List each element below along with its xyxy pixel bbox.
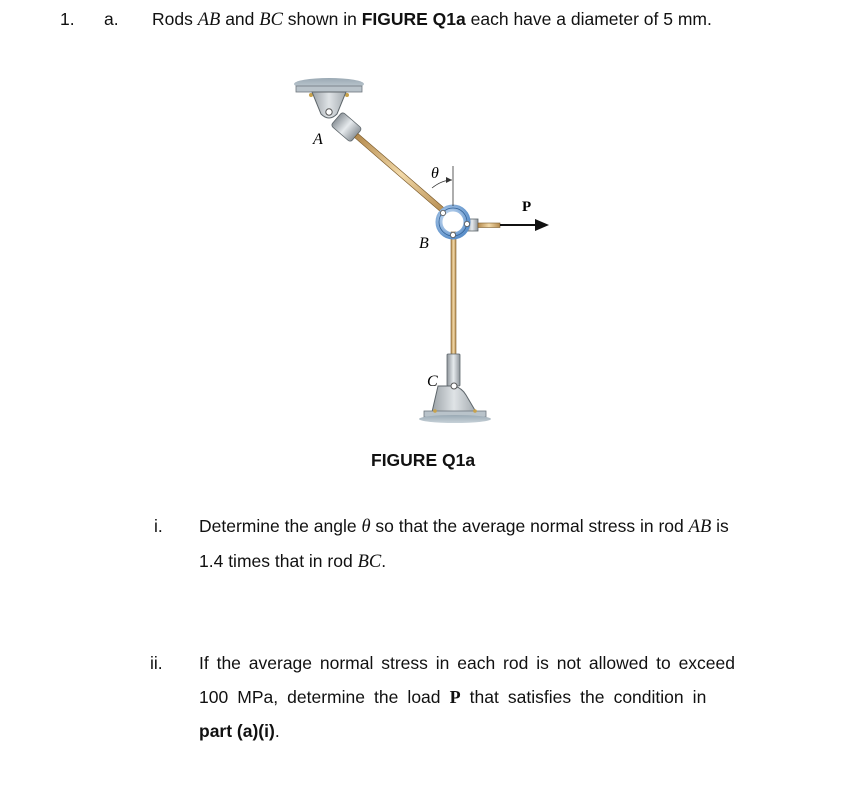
- rod-ab-ref: AB: [197, 10, 221, 30]
- subpart-i-line-2: [199, 544, 799, 579]
- load-arm: [466, 219, 500, 231]
- ground-surface: [419, 415, 491, 423]
- part-label: a.: [104, 9, 119, 29]
- pin-b2: [464, 221, 469, 226]
- subpart-i-text-3: is: [711, 516, 729, 536]
- rod-bc-ref: BC: [357, 552, 382, 572]
- intro-text-1: Rods: [152, 9, 198, 29]
- load-p-arrow: [500, 219, 549, 231]
- subpart-ii-text-3: that satisfies the condition in: [460, 687, 707, 707]
- pin-c: [451, 383, 457, 389]
- pin-a: [326, 109, 332, 115]
- label-b: B: [419, 235, 429, 252]
- rod-bc-ref: BC: [259, 10, 283, 30]
- load-p-ref: P: [449, 687, 461, 707]
- intro-text-3: shown in: [282, 9, 362, 29]
- intro-text-2: and: [220, 9, 260, 29]
- rod-bc-shaft: [451, 232, 456, 356]
- label-theta: θ: [431, 165, 439, 182]
- subpart-i-number: i.: [154, 516, 163, 536]
- label-c: C: [427, 373, 438, 390]
- subpart-ii-text-1: If the average normal stress in each rod is not allowed to exceed: [199, 653, 735, 673]
- bracket-c: [432, 386, 476, 412]
- subpart-ii-number: ii.: [150, 653, 163, 673]
- figure-caption: FIGURE Q1a: [371, 450, 476, 470]
- rod-bc: [447, 232, 460, 386]
- pin-b3: [450, 232, 455, 237]
- subpart-ii-text-2: 100 MPa, determine the load: [199, 687, 450, 707]
- subpart-i-text-1: Determine the angle: [199, 516, 362, 536]
- question-number: 1.: [60, 9, 75, 29]
- arm-shaft: [478, 223, 500, 228]
- subpart-i-text-2: so that the average normal stress in rod: [370, 516, 689, 536]
- subpart-ii-text: [199, 646, 797, 748]
- label-a: A: [313, 131, 323, 148]
- arrow-head-icon: [535, 219, 549, 231]
- subpart-ii-text-5: .: [274, 721, 280, 741]
- bolt-icon: [473, 409, 477, 413]
- theta-arrow-icon: [446, 177, 452, 183]
- clevis-c: [447, 354, 460, 386]
- label-p: P: [522, 199, 532, 215]
- subpart-i-text-4: 1.4 times that in rod: [199, 551, 358, 571]
- subpart-i-line-1: [199, 509, 799, 544]
- part-reference: part (a)(i): [199, 721, 275, 741]
- joint-b: [439, 208, 470, 238]
- subpart-i-text: [199, 509, 799, 579]
- ceiling-plate: [296, 86, 362, 92]
- theta-symbol: θ: [361, 517, 371, 537]
- subpart-ii-line-1: [199, 646, 797, 680]
- bolt-icon: [433, 409, 437, 413]
- figure-reference: FIGURE Q1a: [361, 9, 466, 29]
- intro-text-4: each have a diameter of 5 mm.: [465, 9, 712, 29]
- rod-ab-ref: AB: [688, 517, 712, 537]
- subpart-i-text-5: .: [381, 551, 387, 571]
- subpart-ii-line-3: [199, 714, 797, 748]
- support-a: [294, 78, 364, 118]
- pin-b1: [440, 210, 445, 215]
- subpart-ii-line-2: [199, 680, 797, 714]
